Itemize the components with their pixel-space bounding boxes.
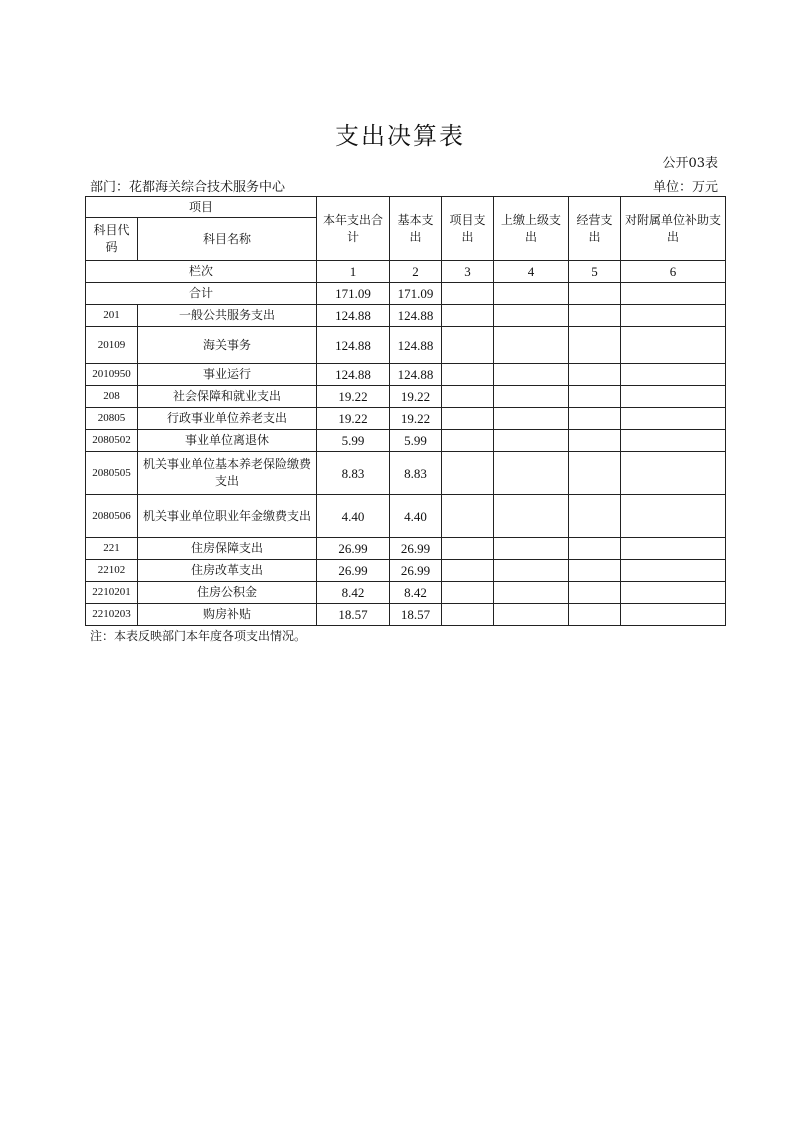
row-col5 [569,386,621,408]
row-col6 [621,560,726,582]
row-name: 购房补贴 [138,604,317,626]
header-col5: 经营支出 [569,197,621,261]
row-col4 [494,560,569,582]
row-col2: 4.40 [390,495,442,538]
form-number: 公开03表 [662,156,718,171]
row-col1: 19.22 [317,408,390,430]
row-col4 [494,495,569,538]
table-row [86,305,726,327]
table-row [86,364,726,386]
total-col4 [494,283,569,305]
row-col6 [621,327,726,364]
unit-label: 单位：万元 [652,180,718,195]
row-code: 221 [86,538,138,560]
row-col4 [494,452,569,495]
row-code: 2010950 [86,364,138,386]
column-index-6: 6 [621,261,726,283]
row-name: 事业单位离退休 [138,430,317,452]
row-col4 [494,582,569,604]
row-col2: 19.22 [390,386,442,408]
row-col6 [621,495,726,538]
row-code: 2080505 [86,452,138,495]
row-col4 [494,408,569,430]
header-item: 项目 [86,197,317,218]
table-row [86,408,726,430]
row-col3 [442,560,494,582]
table-row [86,430,726,452]
row-col3 [442,430,494,452]
row-name: 住房保障支出 [138,538,317,560]
row-col5 [569,430,621,452]
row-col6 [621,386,726,408]
row-name: 海关事务 [138,327,317,364]
row-code: 201 [86,305,138,327]
total-col6 [621,283,726,305]
header-col4: 上缴上级支出 [494,197,569,261]
row-col3 [442,604,494,626]
row-col2: 8.83 [390,452,442,495]
row-col3 [442,305,494,327]
row-code: 2080506 [86,495,138,538]
column-index-label: 栏次 [86,261,317,283]
total-col3 [442,283,494,305]
row-col5 [569,408,621,430]
row-col2: 124.88 [390,364,442,386]
row-col4 [494,430,569,452]
row-col6 [621,582,726,604]
department-label: 部门：花都海关综合技术服务中心 [90,180,286,195]
row-code: 22102 [86,560,138,582]
row-col3 [442,538,494,560]
row-code: 20109 [86,327,138,364]
row-col5 [569,604,621,626]
column-index-1: 1 [317,261,390,283]
row-col1: 124.88 [317,364,390,386]
row-col5 [569,560,621,582]
row-col6 [621,364,726,386]
row-col3 [442,582,494,604]
row-col4 [494,538,569,560]
row-code: 2080502 [86,430,138,452]
total-col1: 171.09 [317,283,390,305]
column-index-2: 2 [390,261,442,283]
row-col6 [621,408,726,430]
row-col5 [569,305,621,327]
row-col2: 5.99 [390,430,442,452]
row-col6 [621,305,726,327]
row-col4 [494,364,569,386]
row-col5 [569,364,621,386]
row-col3 [442,386,494,408]
row-col4 [494,327,569,364]
row-col4 [494,386,569,408]
row-name: 一般公共服务支出 [138,305,317,327]
row-name: 住房公积金 [138,582,317,604]
header-code: 科目代码 [86,218,138,261]
row-col1: 8.83 [317,452,390,495]
table-row [86,327,726,364]
table-row [86,495,726,538]
row-code: 2210203 [86,604,138,626]
page-title: 支出决算表 [335,122,465,150]
row-col2: 18.57 [390,604,442,626]
row-code: 20805 [86,408,138,430]
table-row [86,582,726,604]
row-col3 [442,327,494,364]
row-col3 [442,408,494,430]
table-row [86,386,726,408]
total-row [86,283,726,305]
header-col2: 基本支出 [390,197,442,261]
total-label: 合计 [86,283,317,305]
row-name: 行政事业单位养老支出 [138,408,317,430]
header-col1: 本年支出合计 [317,197,390,261]
row-name: 机关事业单位职业年金缴费支出 [138,495,317,538]
row-col3 [442,452,494,495]
row-col2: 124.88 [390,327,442,364]
row-name: 社会保障和就业支出 [138,386,317,408]
row-col3 [442,364,494,386]
row-col2: 124.88 [390,305,442,327]
row-col6 [621,604,726,626]
expenditure-table [85,196,726,626]
row-col6 [621,538,726,560]
row-col5 [569,582,621,604]
table-row [86,604,726,626]
row-col1: 8.42 [317,582,390,604]
column-index-3: 3 [442,261,494,283]
row-col1: 26.99 [317,560,390,582]
total-col2: 171.09 [390,283,442,305]
row-col3 [442,495,494,538]
row-name: 住房改革支出 [138,560,317,582]
row-col1: 5.99 [317,430,390,452]
row-col1: 18.57 [317,604,390,626]
row-code: 208 [86,386,138,408]
footnote: 注：本表反映部门本年度各项支出情况。 [90,629,307,643]
header-row-1 [86,197,726,218]
row-col2: 8.42 [390,582,442,604]
column-index-5: 5 [569,261,621,283]
row-col5 [569,495,621,538]
row-col5 [569,538,621,560]
row-name: 机关事业单位基本养老保险缴费支出 [138,452,317,495]
total-col5 [569,283,621,305]
row-col6 [621,452,726,495]
header-col3: 项目支出 [442,197,494,261]
row-col1: 124.88 [317,327,390,364]
row-col1: 4.40 [317,495,390,538]
row-col2: 19.22 [390,408,442,430]
row-col5 [569,452,621,495]
column-index-row [86,261,726,283]
table-row [86,560,726,582]
table-row [86,452,726,495]
row-code: 2210201 [86,582,138,604]
row-col1: 19.22 [317,386,390,408]
row-name: 事业运行 [138,364,317,386]
header-name: 科目名称 [138,218,317,261]
row-col1: 26.99 [317,538,390,560]
row-col2: 26.99 [390,538,442,560]
row-col4 [494,604,569,626]
header-col6: 对附属单位补助支出 [621,197,726,261]
table-row [86,538,726,560]
row-col2: 26.99 [390,560,442,582]
row-col5 [569,327,621,364]
row-col4 [494,305,569,327]
row-col1: 124.88 [317,305,390,327]
row-col6 [621,430,726,452]
column-index-4: 4 [494,261,569,283]
